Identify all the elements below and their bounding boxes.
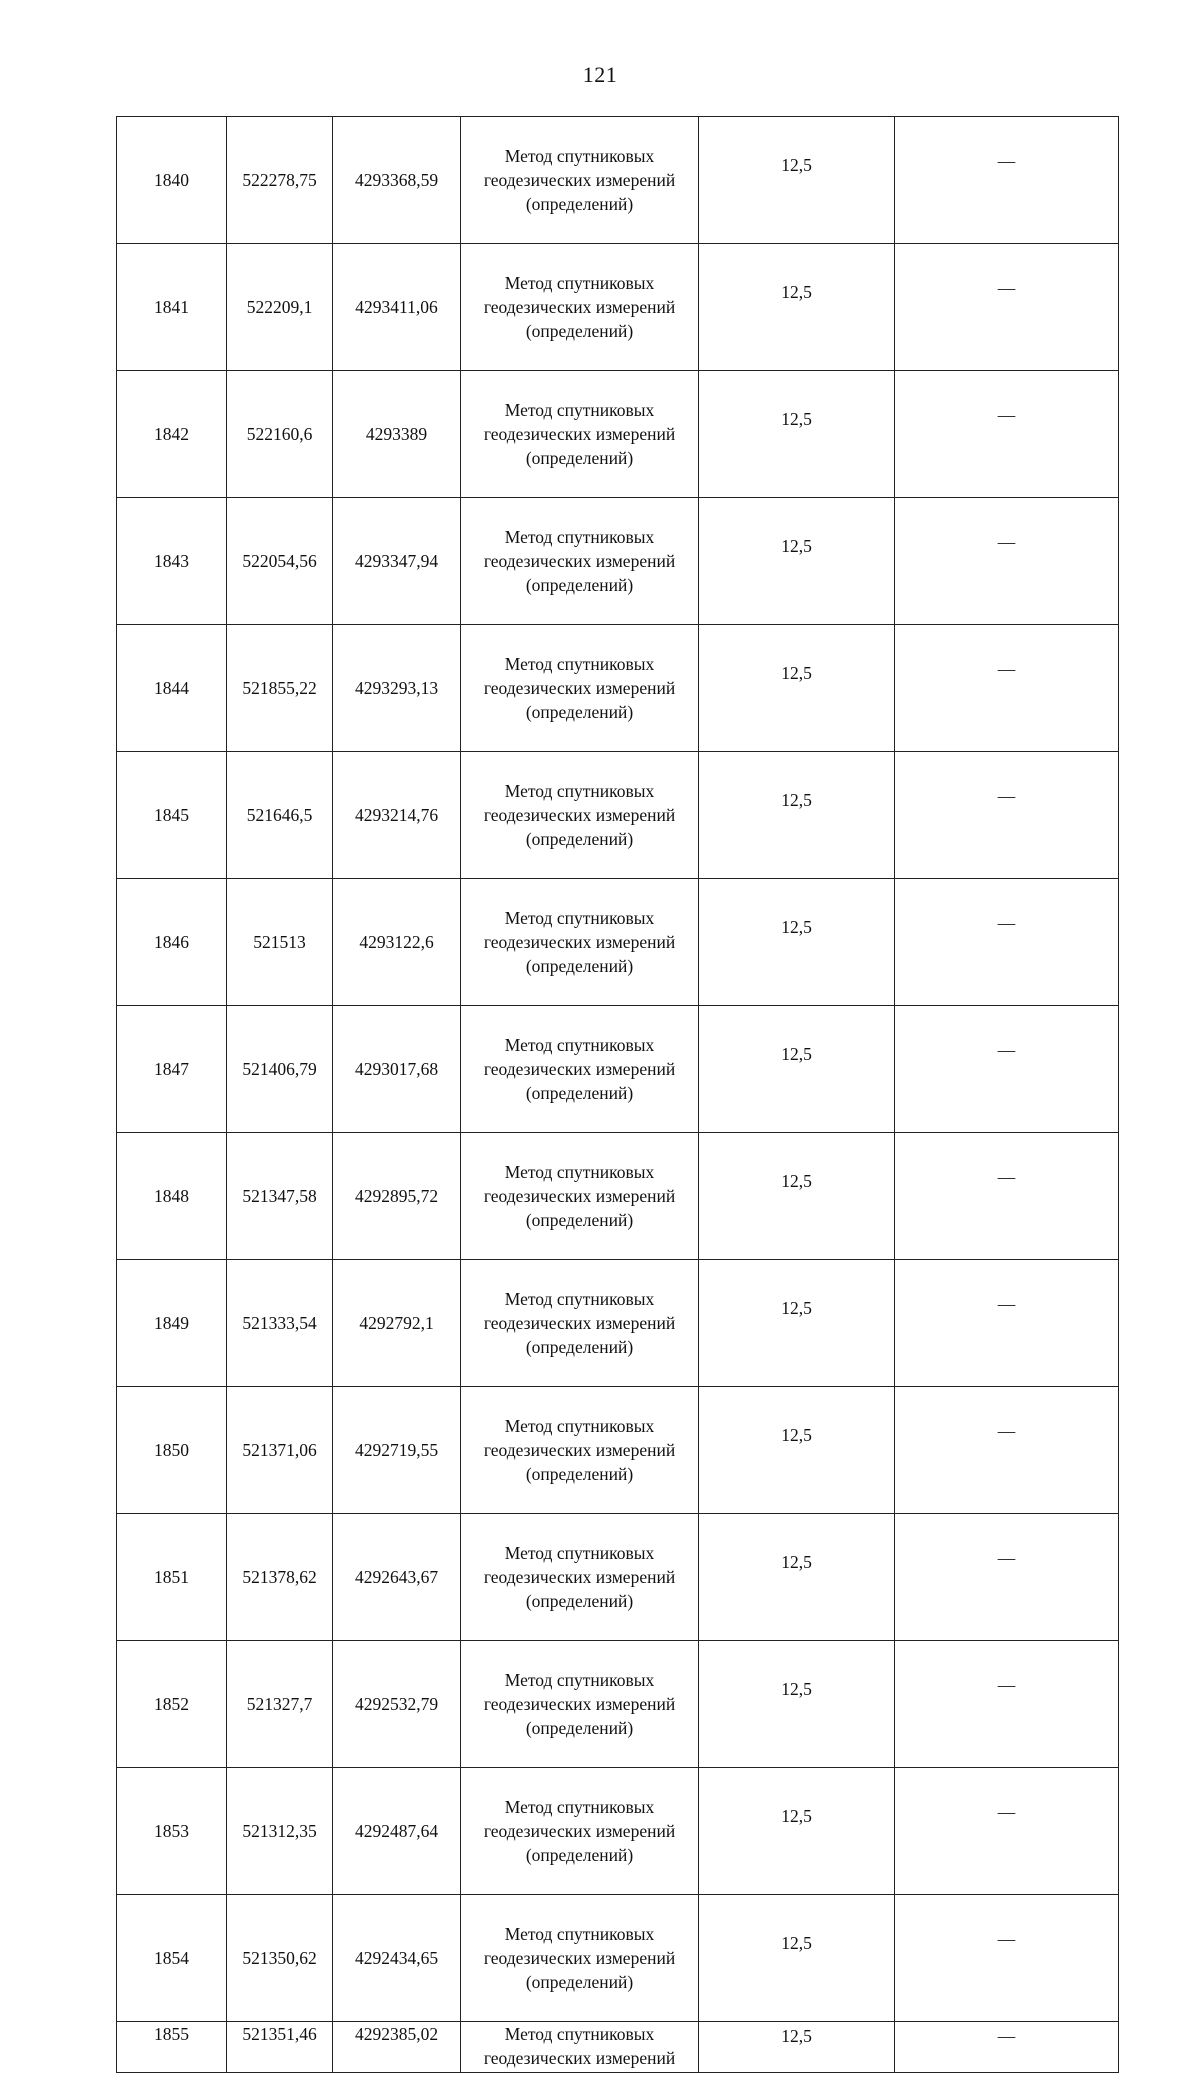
- method-text-line: Метод спутниковых: [504, 2024, 655, 2044]
- method-cell: [461, 752, 699, 879]
- note-dash-cell: —: [895, 1895, 1119, 2022]
- table-row: [117, 1260, 1119, 1387]
- accuracy-cell: 12,5: [699, 244, 895, 371]
- method-text-line: (определений): [525, 1591, 634, 1611]
- y-coordinate-cell: 4293214,76: [333, 752, 461, 879]
- table-row: [117, 1387, 1119, 1514]
- method-text-line: Метод спутниковых: [504, 146, 655, 166]
- table-row: [117, 625, 1119, 752]
- y-coordinate-cell: 4293389: [333, 371, 461, 498]
- point-number-cell: 1845: [117, 752, 227, 879]
- y-coordinate-cell: 4293122,6: [333, 879, 461, 1006]
- accuracy-cell: 12,5: [699, 1006, 895, 1133]
- method-text-line: геодезических измерений: [483, 805, 676, 825]
- method-text-line: (определений): [525, 829, 634, 849]
- method-cell: [461, 498, 699, 625]
- method-text-line: (определений): [525, 702, 634, 722]
- note-dash-cell: —: [895, 1768, 1119, 1895]
- method-text-line: Метод спутниковых: [504, 400, 655, 420]
- table-row: [117, 1006, 1119, 1133]
- x-coordinate-cell: 521327,7: [227, 1641, 333, 1768]
- accuracy-cell: 12,5: [699, 1514, 895, 1641]
- method-text-line: геодезических измерений: [483, 1059, 676, 1079]
- accuracy-cell: 12,5: [699, 498, 895, 625]
- table-row: [117, 1895, 1119, 2022]
- x-coordinate-cell: 521312,35: [227, 1768, 333, 1895]
- method-text-line: (определений): [525, 575, 634, 595]
- point-number-cell: 1849: [117, 1260, 227, 1387]
- method-text-line: (определений): [525, 1972, 634, 1992]
- method-text-line: (определений): [525, 1210, 634, 1230]
- method-text-line: Метод спутниковых: [504, 1162, 655, 1182]
- x-coordinate-cell: 521350,62: [227, 1895, 333, 2022]
- point-number-cell: 1842: [117, 371, 227, 498]
- x-coordinate-cell: 521347,58: [227, 1133, 333, 1260]
- x-coordinate-cell: 522209,1: [227, 244, 333, 371]
- x-coordinate-cell: 522054,56: [227, 498, 333, 625]
- point-number-cell: 1852: [117, 1641, 227, 1768]
- point-number-cell: 1847: [117, 1006, 227, 1133]
- method-text-line: геодезических измерений: [483, 932, 676, 952]
- x-coordinate-cell: 521406,79: [227, 1006, 333, 1133]
- table-row: [117, 752, 1119, 879]
- point-number-cell: 1855: [117, 2022, 227, 2073]
- method-text-line: геодезических измерений: [483, 297, 676, 317]
- accuracy-cell: 12,5: [699, 752, 895, 879]
- y-coordinate-cell: 4292719,55: [333, 1387, 461, 1514]
- y-coordinate-cell: 4292792,1: [333, 1260, 461, 1387]
- method-cell: [461, 1895, 699, 2022]
- page-number: 121: [582, 62, 618, 87]
- note-dash-cell: —: [895, 1514, 1119, 1641]
- point-number-cell: 1851: [117, 1514, 227, 1641]
- accuracy-cell: 12,5: [699, 1641, 895, 1768]
- point-number-cell: 1841: [117, 244, 227, 371]
- table-row: [117, 1133, 1119, 1260]
- table-row: [117, 1514, 1119, 1641]
- point-number-cell: 1840: [117, 117, 227, 244]
- table-row: [117, 244, 1119, 371]
- y-coordinate-cell: 4293347,94: [333, 498, 461, 625]
- method-cell: [461, 1387, 699, 1514]
- accuracy-cell: 12,5: [699, 1260, 895, 1387]
- method-text-line: Метод спутниковых: [504, 908, 655, 928]
- method-text-line: (определений): [525, 1718, 634, 1738]
- method-text-line: Метод спутниковых: [504, 654, 655, 674]
- note-dash-cell: —: [895, 752, 1119, 879]
- method-cell: [461, 1514, 699, 1641]
- table-row: [117, 371, 1119, 498]
- method-text-line: Метод спутниковых: [504, 1543, 655, 1563]
- y-coordinate-cell: 4292385,02: [333, 2022, 461, 2073]
- point-number-cell: 1854: [117, 1895, 227, 2022]
- method-cell: [461, 244, 699, 371]
- method-cell: [461, 625, 699, 752]
- method-text-line: (определений): [525, 1083, 634, 1103]
- note-dash-cell: —: [895, 1006, 1119, 1133]
- table-row: [117, 2022, 1119, 2073]
- note-dash-cell: —: [895, 244, 1119, 371]
- table-row: [117, 498, 1119, 625]
- x-coordinate-cell: 522278,75: [227, 117, 333, 244]
- accuracy-cell: 12,5: [699, 1133, 895, 1260]
- x-coordinate-cell: 522160,6: [227, 371, 333, 498]
- note-dash-cell: —: [895, 879, 1119, 1006]
- method-text-line: Метод спутниковых: [504, 1416, 655, 1436]
- method-text-line: (определений): [525, 1464, 634, 1484]
- accuracy-cell: 12,5: [699, 625, 895, 752]
- method-text-line: (определений): [525, 321, 634, 341]
- method-text-line: геодезических измерений: [483, 1313, 676, 1333]
- method-cell: [461, 117, 699, 244]
- point-number-cell: 1853: [117, 1768, 227, 1895]
- method-text-line: геодезических измерений: [483, 1821, 676, 1841]
- method-text-line: Метод спутниковых: [504, 1289, 655, 1309]
- note-dash-cell: —: [895, 1641, 1119, 1768]
- y-coordinate-cell: 4292895,72: [333, 1133, 461, 1260]
- accuracy-cell: 12,5: [699, 371, 895, 498]
- y-coordinate-cell: 4292532,79: [333, 1641, 461, 1768]
- method-text-line: (определений): [525, 1845, 634, 1865]
- method-text-line: геодезических измерений: [483, 551, 676, 571]
- point-number-cell: 1844: [117, 625, 227, 752]
- method-text-line: Метод спутниковых: [504, 1797, 655, 1817]
- method-text-line: геодезических измерений: [483, 170, 676, 190]
- accuracy-cell: 12,5: [699, 1387, 895, 1514]
- method-cell: [461, 371, 699, 498]
- table-body: [117, 117, 1119, 2073]
- x-coordinate-cell: 521351,46: [227, 2022, 333, 2073]
- x-coordinate-cell: 521378,62: [227, 1514, 333, 1641]
- y-coordinate-cell: 4293017,68: [333, 1006, 461, 1133]
- y-coordinate-cell: 4293293,13: [333, 625, 461, 752]
- accuracy-cell: 12,5: [699, 1895, 895, 2022]
- table-row: [117, 117, 1119, 244]
- method-text-line: геодезических измерений: [483, 1567, 676, 1587]
- note-dash-cell: —: [895, 371, 1119, 498]
- y-coordinate-cell: 4293411,06: [333, 244, 461, 371]
- point-number-cell: 1848: [117, 1133, 227, 1260]
- x-coordinate-cell: 521371,06: [227, 1387, 333, 1514]
- x-coordinate-cell: 521855,22: [227, 625, 333, 752]
- method-text-line: геодезических измерений: [483, 424, 676, 444]
- accuracy-cell: 12,5: [699, 879, 895, 1006]
- method-text-line: (определений): [525, 1337, 634, 1357]
- method-text-line: геодезических измерений: [483, 1948, 676, 1968]
- method-text-line: Метод спутниковых: [504, 273, 655, 293]
- point-number-cell: 1846: [117, 879, 227, 1006]
- table-row: [117, 1768, 1119, 1895]
- note-dash-cell: —: [895, 117, 1119, 244]
- method-cell: [461, 879, 699, 1006]
- y-coordinate-cell: 4292643,67: [333, 1514, 461, 1641]
- x-coordinate-cell: 521646,5: [227, 752, 333, 879]
- accuracy-cell: 12,5: [699, 2022, 895, 2073]
- method-text-line: Метод спутниковых: [504, 1670, 655, 1690]
- method-cell: [461, 1133, 699, 1260]
- accuracy-cell: 12,5: [699, 117, 895, 244]
- method-text-line: Метод спутниковых: [504, 1924, 655, 1944]
- table-row: [117, 879, 1119, 1006]
- method-cell: [461, 1768, 699, 1895]
- note-dash-cell: —: [895, 498, 1119, 625]
- method-text-line: Метод спутниковых: [504, 781, 655, 801]
- method-text-line: геодезических измерений: [483, 678, 676, 698]
- x-coordinate-cell: 521513: [227, 879, 333, 1006]
- table-row: [117, 1641, 1119, 1768]
- x-coordinate-cell: 521333,54: [227, 1260, 333, 1387]
- method-cell: [461, 1006, 699, 1133]
- method-text-line: геодезических измерений: [483, 2048, 676, 2068]
- method-text-line: (определений): [525, 448, 634, 468]
- method-text-line: Метод спутниковых: [504, 527, 655, 547]
- method-cell: [461, 1260, 699, 1387]
- method-cell: [461, 1641, 699, 1768]
- point-number-cell: 1843: [117, 498, 227, 625]
- y-coordinate-cell: 4293368,59: [333, 117, 461, 244]
- note-dash-cell: —: [895, 625, 1119, 752]
- method-text-line: (определений): [525, 194, 634, 214]
- note-dash-cell: —: [895, 2022, 1119, 2073]
- method-text-line: геодезических измерений: [483, 1694, 676, 1714]
- method-text-line: геодезических измерений: [483, 1186, 676, 1206]
- method-cell: [461, 2022, 699, 2073]
- y-coordinate-cell: 4292434,65: [333, 1895, 461, 2022]
- note-dash-cell: —: [895, 1260, 1119, 1387]
- note-dash-cell: —: [895, 1133, 1119, 1260]
- method-text-line: Метод спутниковых: [504, 1035, 655, 1055]
- note-dash-cell: —: [895, 1387, 1119, 1514]
- point-number-cell: 1850: [117, 1387, 227, 1514]
- coordinates-table: [116, 116, 1119, 2073]
- accuracy-cell: 12,5: [699, 1768, 895, 1895]
- method-text-line: геодезических измерений: [483, 1440, 676, 1460]
- method-text-line: (определений): [525, 956, 634, 976]
- y-coordinate-cell: 4292487,64: [333, 1768, 461, 1895]
